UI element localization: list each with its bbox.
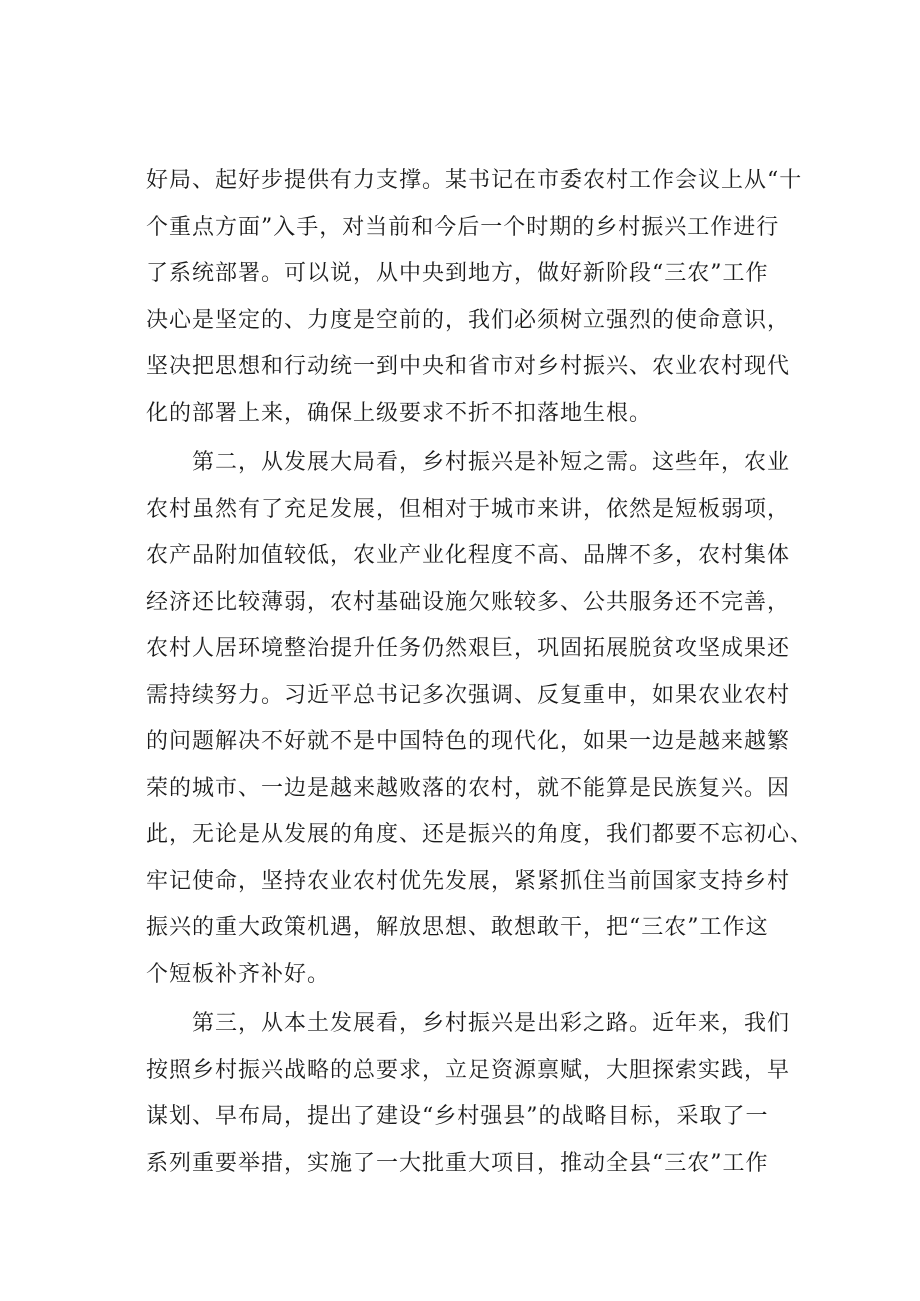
text-line-9: 农产品附加值较低，农业产业化程度不高、品牌不多，农村集体 (146, 543, 791, 568)
text-line-1: 好局、起好步提供有力支撑。某书记在市委农村工作会议上从“十 (146, 168, 803, 193)
text-line-8: 农村虽然有了充足发展，但相对于城市来讲，依然是短板弱项， (146, 496, 791, 522)
text-line-2: 个重点方面”入手，对当前和今后一个时期的乡村振兴工作进行 (146, 214, 780, 240)
text-line-21: 谋划、早布局，提出了建设“乡村强县”的战略目标，采取了一 (146, 1104, 769, 1129)
text-line-13: 的问题解决不好就不是中国特色的现代化，如果一边是越来越繁 (146, 729, 791, 754)
paragraph-3-line-1: 第三，从本土发展看，乡村振兴是出彩之路。近年来，我们 (146, 1011, 791, 1036)
text-line-17: 振兴的重大政策机遇，解放思想、敢想敢干，把“三农”工作这 (146, 915, 769, 940)
text-line-14: 荣的城市、一边是越来越败落的农村，就不能算是民族复兴。因 (146, 775, 791, 801)
text-line-4: 决心是坚定的、力度是空前的，我们必须树立强烈的使命意识， (146, 307, 791, 333)
text-line-16: 牢记使命，坚持农业农村优先发展，紧紧抓住当前国家支持乡村 (146, 868, 791, 894)
body-text (146, 158, 836, 1187)
text-line-5: 坚决把思想和行动统一到中央和省市对乡村振兴、农业农村现代 (146, 354, 791, 379)
text-line-10: 经济还比较薄弱，农村基础设施欠账较多、公共服务还不完善， (146, 589, 791, 615)
text-line-6: 化的部署上来，确保上级要求不折不扣落地生根。 (146, 400, 653, 426)
text-line-11: 农村人居环境整治提升任务仍然艰巨，巩固拓展脱贫攻坚成果还 (146, 636, 791, 661)
text-line-18: 个短板补齐补好。 (146, 961, 331, 987)
text-line-3: 了系统部署。可以说，从中央到地方，做好新阶段“三农”工作 (146, 261, 769, 286)
text-line-20: 按照乡村振兴战略的总要求，立足资源禀赋，大胆探索实践，早 (146, 1057, 791, 1083)
text-line-15: 此，无论是从发展的角度、还是振兴的角度，我们都要不忘初心、 (146, 822, 814, 847)
paragraph-2-line-1: 第二，从发展大局看，乡村振兴是补短之需。这些年，农业 (146, 450, 791, 475)
text-line-22: 系列重要举措，实施了一大批重大项目，推动全县“三农”工作 (146, 1150, 769, 1176)
text-line-12: 需持续努力。习近平总书记多次强调、反复重申，如果农业农村 (146, 682, 791, 708)
